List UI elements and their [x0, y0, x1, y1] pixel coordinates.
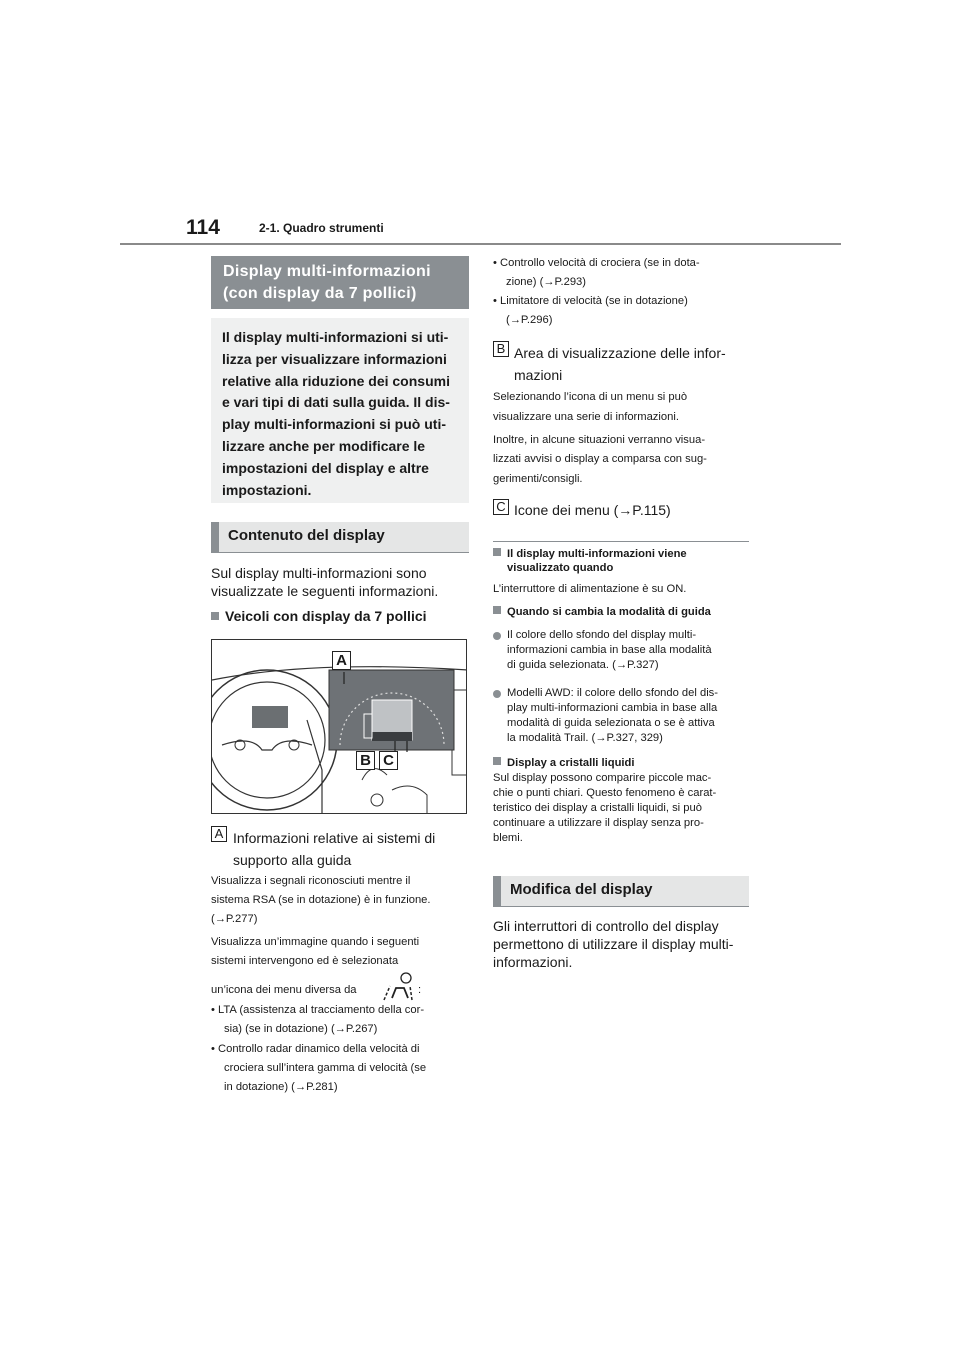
contents-rule — [211, 552, 469, 553]
notes-rule — [493, 541, 749, 542]
b-p2-1: Inoltre, in alcune situazioni verranno visua- — [493, 434, 706, 446]
modify-heading: Modifica del display — [493, 876, 749, 906]
contents-heading: Contenuto del display — [211, 522, 469, 552]
modify-line-1: Gli interruttori di controllo del display — [493, 918, 719, 934]
a-b1-2: sia) (se in dotazione) (→P.267) — [224, 1023, 378, 1035]
figure-label-c: C — [379, 751, 398, 770]
r-b2-1: • Limitatore di velocità (se in dotazione) — [493, 295, 688, 307]
page-number: 114 — [186, 216, 220, 239]
main-title: Display multi-informazioni (con display da 7 pollici) — [211, 256, 469, 309]
a-p1-2: sistema RSA (se in dotazione) è in funzione. — [211, 894, 431, 906]
contents-line-1: Sul display multi-informazioni sono — [211, 565, 427, 581]
square-bullet-icon — [211, 612, 219, 620]
a-p1-1: Visualizza i segnali riconosciuti mentre il — [211, 875, 411, 887]
modify-line-2: permettono di utilizzare il display multi- — [493, 936, 734, 952]
a-p2-3: un’icona dei menu diversa da — [211, 984, 357, 996]
b-p1-1: Selezionando l’icona di un menu si può — [493, 391, 688, 403]
item-b-title-2: mazioni — [514, 367, 563, 383]
b-p2-3: gerimenti/consigli. — [493, 473, 583, 485]
note2-c2-3: modalità di guida selezionata o se è attiva — [507, 717, 715, 729]
a-p2-1: Visualizza un’immagine quando i seguenti — [211, 936, 420, 948]
section-title: 2-1. Quadro strumenti — [259, 221, 384, 235]
vehicle-heading: Veicoli con display da 7 pollici — [211, 608, 427, 624]
note2-c1-1: Il colore dello sfondo del display multi- — [507, 629, 697, 641]
square-bullet-icon — [493, 548, 501, 556]
a-p2-2: sistemi intervengono ed è selezionata — [211, 955, 399, 967]
a-b2-1: • Controllo radar dinamico della velocità di — [211, 1043, 420, 1055]
r-b1-1: • Controllo velocità di crociera (se in dota- — [493, 257, 700, 269]
a-p1-3: (→P.277) — [211, 913, 258, 925]
a-b2-3: in dotazione) (→P.281) — [224, 1081, 338, 1093]
a-b1-1: • LTA (assistenza al tracciamento della cor- — [211, 1004, 425, 1016]
contents-line-2: visualizzate le seguenti informazioni. — [211, 583, 439, 599]
item-b-letter: B — [493, 341, 509, 357]
note3-1: Sul display possono comparire piccole mac- — [493, 772, 712, 784]
r-b2-2: (→P.296) — [506, 314, 553, 326]
item-b-title-1: Area di visualizzazione delle infor- — [514, 345, 726, 361]
item-a-title-1: Informazioni relative ai sistemi di — [233, 830, 436, 846]
note2-c1-3: di guida selezionata. (→P.327) — [507, 659, 659, 671]
note3-3: teristico dei display a cristalli liquidi, si può — [493, 802, 702, 814]
circle-bullet-icon — [493, 632, 501, 640]
dashboard-figure — [211, 639, 467, 814]
figure-label-b: B — [356, 751, 375, 770]
modify-rule — [493, 906, 749, 907]
intro-box: Il display multi-informazioni si uti- lizza per visualizzare informazioni relative alla riduzione dei consumi e vari tipi di dati sulla guida. Il dis- play multi-informazioni si può uti- lizzare anche per modificare le impostazioni del display e altre impostazioni. — [211, 318, 469, 503]
note2-c2-1: Modelli AWD: il colore dello sfondo del dis- — [507, 687, 718, 699]
lane-assist-icon — [380, 972, 416, 1002]
b-p2-2: lizzati avvisi o display a comparsa con sug- — [493, 453, 707, 465]
item-c-title: Icone dei menu (→P.115) — [514, 502, 671, 518]
note3-5: blemi. — [493, 832, 523, 844]
square-bullet-icon — [493, 757, 501, 765]
figure-label-a: A — [332, 651, 351, 670]
note2-c1-2: informazioni cambia in base alla modalità — [507, 644, 712, 656]
note3-2: chie o punti chiari. Questo fenomeno è carat- — [493, 787, 717, 799]
b-p1-2: visualizzare una serie di informazioni. — [493, 411, 679, 423]
r-b1-2: zione) (→P.293) — [506, 276, 587, 288]
modify-line-3: informazioni. — [493, 954, 573, 970]
note1-text: L’interruttore di alimentazione è su ON. — [493, 583, 687, 595]
note1-title: Il display multi-informazioni viene — [493, 547, 687, 562]
a-p2-3-end: : — [418, 984, 422, 996]
note3-4: continuare a utilizzare il display senza pro- — [493, 817, 704, 829]
a-b2-2: crociera sull’intera gamma di velocità (se — [224, 1062, 427, 1074]
item-c-letter: C — [493, 499, 509, 515]
header-rule — [120, 243, 841, 245]
item-a-title-2: supporto alla guida — [233, 852, 352, 868]
note2-title: Quando si cambia la modalità di guida — [493, 605, 711, 620]
note1-title-2: visualizzato quando — [507, 562, 614, 574]
circle-bullet-icon — [493, 690, 501, 698]
square-bullet-icon — [493, 606, 501, 614]
note2-c2-4: la modalità Trail. (→P.327, 329) — [507, 732, 663, 744]
note3-title: Display a cristalli liquidi — [493, 756, 634, 771]
note2-c2-2: play multi-informazioni cambia in base alla — [507, 702, 718, 714]
item-a-letter: A — [211, 826, 227, 842]
